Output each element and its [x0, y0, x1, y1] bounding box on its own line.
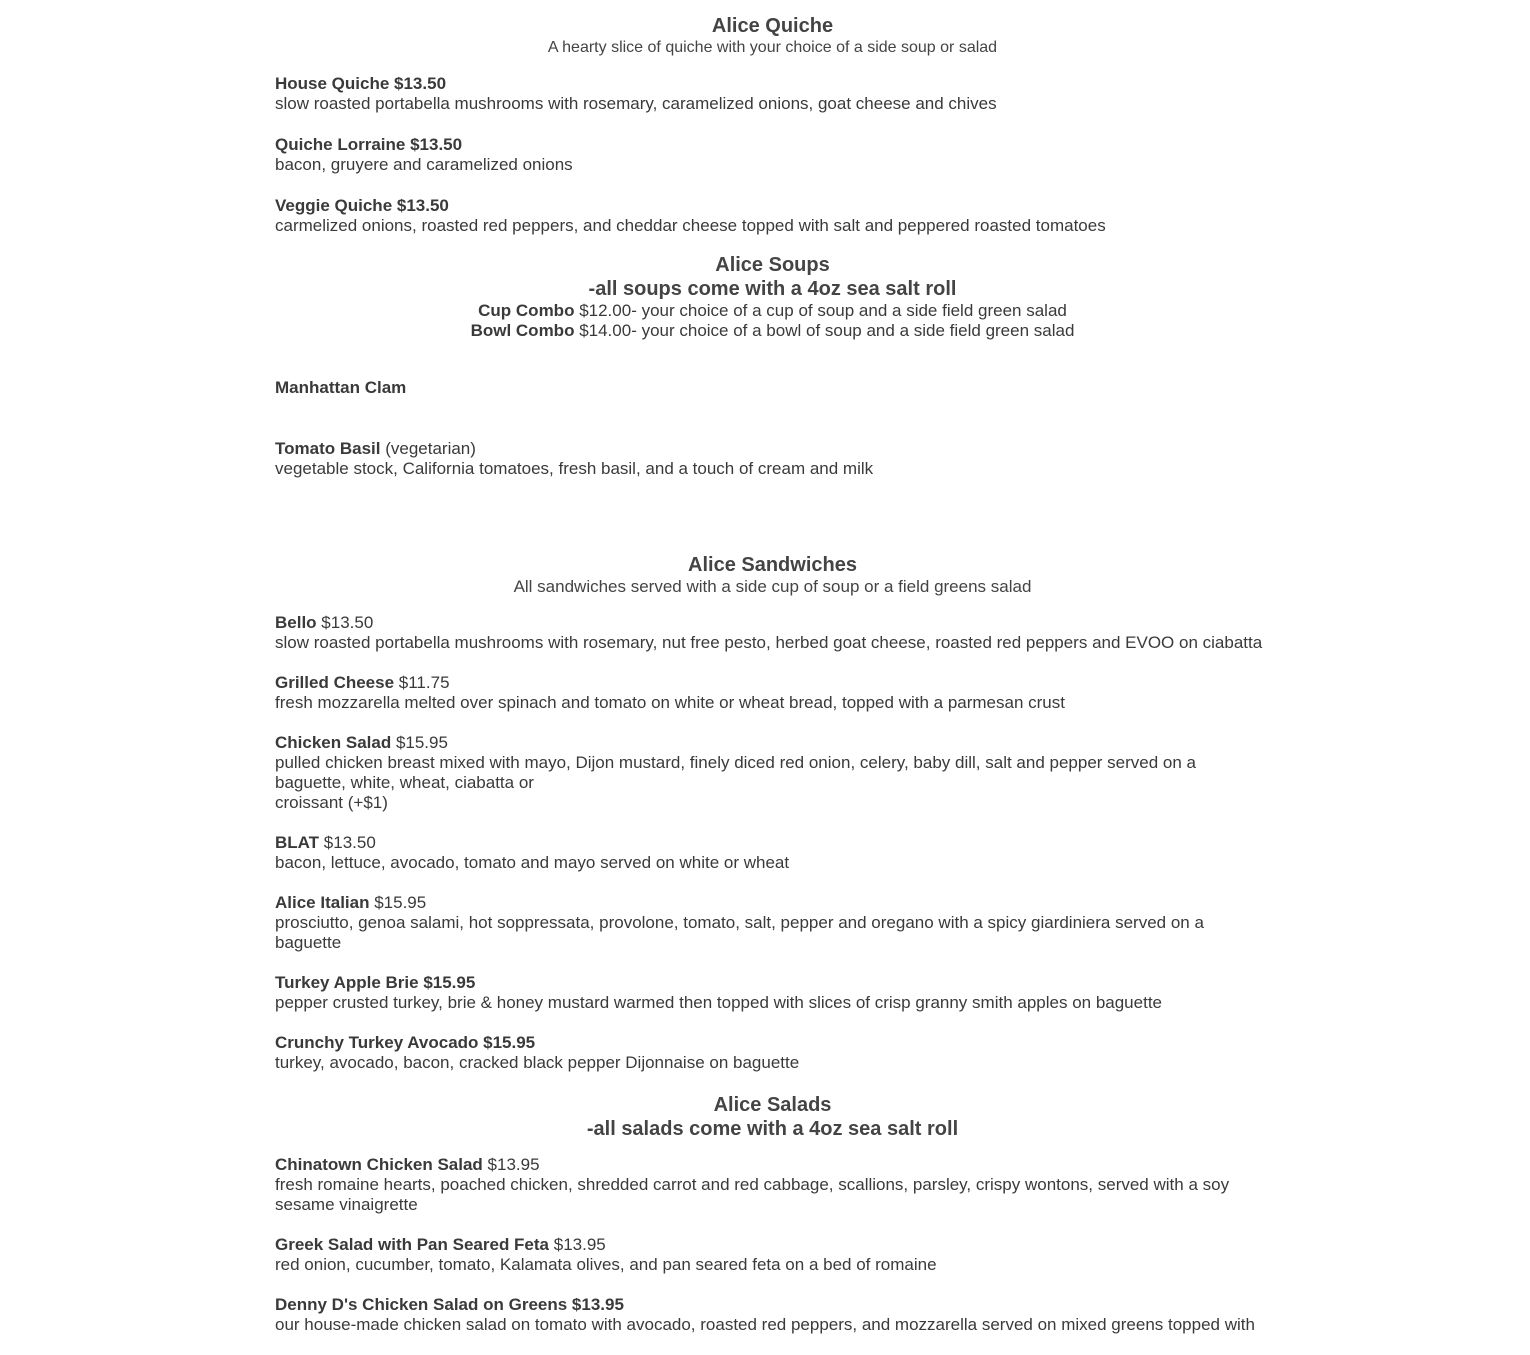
bowl-combo-label: Bowl Combo — [470, 321, 575, 340]
item-description: fresh romaine hearts, poached chicken, shredded carrot and red cabbage, scallions, parsley, crispy wontons, served with a soy sesame vinaigrette — [275, 1175, 1230, 1214]
quiche-title: Alice Quiche — [711, 15, 834, 37]
item-name: BLAT — [275, 833, 320, 852]
item-price: $13.95 — [482, 1155, 540, 1174]
menu-item — [275, 1295, 1270, 1335]
cup-combo-text: $12.00- your choice of a cup of soup and a side field green salad — [574, 301, 1067, 320]
item-description: red onion, cucumber, tomato, Kalamata olives, and pan seared feta on a bed of romaine — [275, 1255, 937, 1274]
item-price: $15.95 — [391, 733, 448, 752]
item-name: Tomato Basil — [275, 439, 381, 458]
menu-item — [275, 973, 1270, 1013]
item-name: Denny D's Chicken Salad on Greens $13.95 — [275, 1295, 624, 1314]
cup-combo-label: Cup Combo — [478, 301, 575, 320]
sandwiches-title: Alice Sandwiches — [688, 554, 857, 576]
item-name: House Quiche $13.50 — [275, 74, 447, 93]
menu-page — [275, 0, 1270, 1355]
quiche-section — [275, 0, 1270, 236]
item-name: Crunchy Turkey Avocado $15.95 — [275, 1033, 536, 1052]
item-name: Greek Salad with Pan Seared Feta — [275, 1235, 550, 1254]
item-description: pulled chicken breast mixed with mayo, Dijon mustard, finely diced red onion, celery, baby dill, salt and pepper served on a baguette, white, wheat, ciabatta or — [275, 753, 1197, 792]
item-description: our house-made chicken salad on tomato with avocado, roasted red peppers, and mozzarella served on mixed greens topped with — [275, 1315, 1255, 1334]
bowl-combo — [275, 321, 1270, 341]
item-description: turkey, avocado, bacon, cracked black pepper Dijonnaise on baguette — [275, 1053, 800, 1072]
item-description: slow roasted portabella mushrooms with rosemary, nut free pesto, herbed goat cheese, roasted red peppers and EVOO on ciabatta — [275, 633, 1263, 652]
item-name: Turkey Apple Brie $15.95 — [275, 973, 476, 992]
menu-item — [275, 135, 1270, 175]
item-description: bacon, gruyere and caramelized onions — [275, 155, 573, 174]
item-description: carmelized onions, roasted red peppers, and cheddar cheese topped with salt and peppered roasted tomatoes — [275, 216, 1106, 235]
sandwiches-subtitle: All sandwiches served with a side cup of soup or a field greens salad — [513, 577, 1032, 596]
menu-item — [275, 733, 1270, 813]
item-price: $13.50 — [319, 833, 376, 852]
salads-title: Alice Salads — [713, 1094, 832, 1116]
sandwiches-section — [275, 553, 1270, 1073]
menu-item — [275, 1235, 1270, 1275]
soups-note: -all soups come with a 4oz sea salt roll — [588, 278, 957, 300]
item-description: slow roasted portabella mushrooms with rosemary, caramelized onions, goat cheese and chives — [275, 94, 997, 113]
soup-item-tomato-basil — [275, 439, 1270, 479]
quiche-subtitle: A hearty slice of quiche with your choice of a side soup or salad — [547, 39, 998, 56]
item-description: bacon, lettuce, avocado, tomato and mayo served on white or wheat — [275, 853, 790, 872]
item-note: (vegetarian) — [380, 439, 476, 458]
soups-section — [275, 253, 1270, 479]
item-description: vegetable stock, California tomatoes, fresh basil, and a touch of cream and milk — [275, 459, 874, 478]
salads-section — [275, 1093, 1270, 1335]
item-price: $13.95 — [549, 1235, 606, 1254]
menu-item — [275, 196, 1270, 236]
menu-item — [275, 1033, 1270, 1073]
item-name: Chicken Salad — [275, 733, 392, 752]
item-name: Alice Italian — [275, 893, 370, 912]
menu-item — [275, 74, 1270, 114]
item-name: Bello — [275, 613, 317, 632]
item-name: Manhattan Clam — [275, 378, 407, 397]
item-description: prosciutto, genoa salami, hot soppressata, provolone, tomato, salt, pepper and oregano with a spicy giardiniera served on a baguette — [275, 913, 1204, 952]
soups-title: Alice Soups — [715, 254, 830, 276]
item-name: Quiche Lorraine $13.50 — [275, 135, 463, 154]
item-name: Grilled Cheese — [275, 673, 395, 692]
item-price: $13.50 — [316, 613, 374, 632]
item-description: fresh mozzarella melted over spinach and tomato on white or wheat bread, topped with a parmesan crust — [275, 693, 1065, 712]
menu-item — [275, 833, 1270, 873]
menu-item — [275, 893, 1270, 953]
menu-item — [275, 673, 1270, 713]
item-name: Veggie Quiche $13.50 — [275, 196, 449, 215]
salads-note: -all salads come with a 4oz sea salt roll — [586, 1118, 959, 1140]
menu-item — [275, 613, 1270, 653]
cup-combo — [275, 301, 1270, 321]
item-name: Chinatown Chicken Salad — [275, 1155, 483, 1174]
soup-item-manhattan-clam — [275, 378, 1270, 398]
item-price: $11.75 — [394, 673, 450, 692]
item-description: pepper crusted turkey, brie & honey mustard warmed then topped with slices of crisp granny smith apples on baguette — [275, 993, 1162, 1012]
menu-item — [275, 1155, 1270, 1215]
bowl-combo-text: $14.00- your choice of a bowl of soup and a side field green salad — [574, 321, 1075, 340]
item-price: $15.95 — [369, 893, 427, 912]
item-description-extra: croissant (+$1) — [275, 793, 388, 812]
